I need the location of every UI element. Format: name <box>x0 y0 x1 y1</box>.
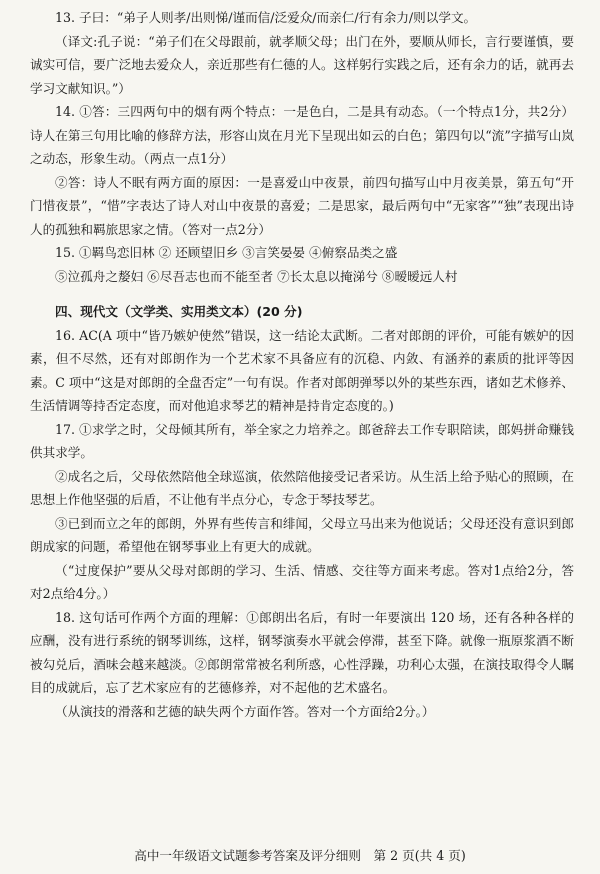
section-heading: 四、现代文（文学类、实用类文本）(20 分) <box>55 304 303 319</box>
q17-point2: ②成名之后，父母依然陪他全球巡演，依然陪他接受记者采访。从生活上给予贴心的照顾，在思想上作他坚强的后盾，不让他有半点分心，专念于琴技琴艺。 <box>30 468 574 507</box>
q14-part2: ②答：诗人不眠有两方面的原因：一是喜爱山中夜景，前四句描写山中月夜美景，第五句“开门惜夜景”，“惜”字表达了诗人对山中夜景的喜爱；二是思家，最后两句中“无家客”“独”表现出诗人的孤独和羁旅思家之情。（答对一点2分） <box>30 174 574 237</box>
q18-note: （从演技的滑落和艺德的缺失两个方面作答。答对一个方面给2分。） <box>55 703 435 719</box>
section-spacer <box>30 288 574 300</box>
q13-translation: （译文:孔子说：“弟子们在父母跟前，就孝顺父母；出门在外，要顺从师长，言行要谨慎，要诚实可信，要广泛地去爱众人，亲近那些有仁德的人。这样躬行实践之后，还有余力的话，就再去学习文献知识。”） <box>30 33 574 96</box>
q14-part1: 14. ①答：三四两句中的烟有两个特点：一是色白，二是具有动态。（一个特点1分，共2分）诗人在第三句用比喻的修辞方法，形容山岚在月光下呈现出如云的白色；第四句以“流”字描写山岚之动态，形象生动。（两点一点1分） <box>30 104 574 166</box>
q17-point1: 17. ①求学之时，父母倾其所有，举全家之力培养之。郎爸辞去工作专职陪读，郎妈拼命赚钱供其求学。 <box>30 421 574 460</box>
q13-answer: 13. 子曰：“弟子人则孝/出则悌/谨而信/泛爱众/而亲仁/行有余力/则以学文。 <box>55 10 477 25</box>
q15-line1: 15. ①羁鸟恋旧林 ② 还顾望旧乡 ③言笑晏晏 ④俯察品类之盛 <box>55 245 398 260</box>
q17-point3: ③已到而立之年的郎朗，外界有些传言和绯闻，父母立马出来为他说话；父母还没有意识到郎朗成家的问题，希望他在钢琴事业上有更大的成就。 <box>30 515 574 554</box>
q18-answer: 18. 这句话可作两个方面的理解：①郎朗出名后，有时一年要演出 120 场，还有各种各样的应酬，没有进行系统的钢琴训练，这样，钢琴演奏水平就会停滞，甚至下降。就像一瓶原浆酒不断被勾兑后，酒味会越来越淡。②郎朗常常被名利所惑，心性浮躁，功利心太强，在演技取得令人瞩目的成就后，忘了艺术家应有的艺德修养，对不起他的艺术盛名。 <box>30 609 574 695</box>
page-footer: 高中一年级语文试题参考答案及评分细则 第 2 页(共 4 页) <box>134 848 466 863</box>
q15-line2: ⑤泣孤舟之嫠妇 ⑥尽吾志也而不能至者 ⑦长太息以掩涕兮 ⑧暧暧远人村 <box>55 268 458 284</box>
q16-answer: 16. AC(A 项中“皆乃嫉妒使然”错误，这一结论太武断。二者对郎朗的评价，可能有嫉妒的因素，但不尽然，还有对郎朗作为一个艺术家不具备应有的沉稳、内敛、有涵养的素质的批评等因素。C 项中“这是对郎朗的全盘否定”一句有误。作者对郎朗弹琴以外的某些东西，诸如艺术修养、生活情调等持否定态度，而对他追求琴艺的精神是持肯定态度的。) <box>30 327 574 413</box>
q17-note: （“过度保护”要从父母对郎朗的学习、生活、情感、交往等方面来考虑。答对1点给2分，答对2点给4分。） <box>30 562 574 601</box>
